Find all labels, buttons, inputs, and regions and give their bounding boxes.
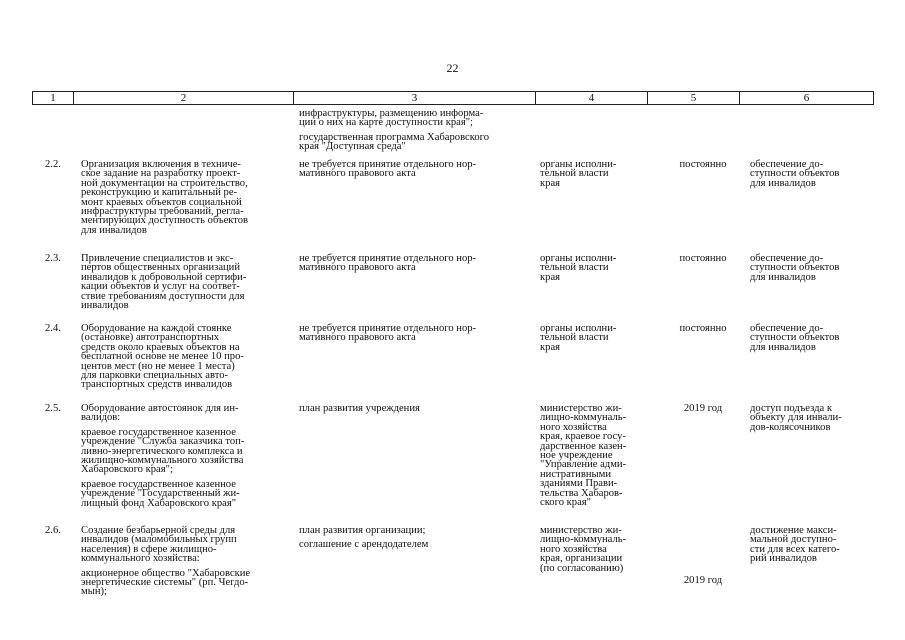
row-number: 2.4.: [45, 323, 61, 334]
row-number: 2.2.: [45, 159, 61, 170]
row-term: [668, 160, 738, 174]
paragraph: план развития организации;: [299, 525, 426, 536]
row-responsible: [540, 254, 660, 287]
header-col-4: 4: [536, 92, 648, 104]
paragraph: инфраструктуры, размещению информа- ции о них на карте доступности края";: [299, 108, 484, 129]
header-col-1: 1: [33, 92, 74, 104]
paragraph: достижение макси- мальной доступно- сти для всех катего- рий инвалидов: [750, 525, 840, 565]
paragraph: акционерное общество "Хабаровские энергетические системы" (рп. Чегдо- мын);: [81, 567, 251, 598]
paragraph: обеспечение до- ступности объектов для инвалидов: [750, 159, 840, 189]
paragraph: министерство жи- лищно-коммуналь- ного хозяйства края, краевое госу- дарственное казен- ное учреждение "Управление адми- нистративными зданиями Прави- тельства Хабаров- ского края": [540, 403, 627, 509]
row-result: [750, 160, 872, 193]
header-col-6: 6: [803, 92, 810, 104]
row-term: [668, 404, 738, 418]
row-term: [668, 324, 738, 338]
paragraph: не требуется принятие отдельного нор- мативного правового акта: [299, 323, 477, 344]
header-col-3: 3: [294, 92, 536, 104]
row-term: [668, 254, 738, 268]
row-result: [750, 526, 872, 569]
row-responsible: [540, 404, 660, 512]
paragraph: план развития учреждения: [299, 403, 420, 414]
page-number: 22: [446, 61, 459, 75]
row-result: [750, 324, 872, 357]
row-description: [81, 160, 291, 240]
table-header: [32, 91, 874, 105]
paragraph: не требуется принятие отдельного нор- мативного правового акта: [299, 253, 477, 274]
row-number: 2.3.: [45, 253, 61, 264]
row-description: [81, 526, 291, 602]
paragraph: не требуется принятие отдельного нор- мативного правового акта: [299, 159, 477, 180]
paragraph: краевое государственное казенное учреждение "Служба заказчика топ- ливно-энергетического комплекса и жилищно-коммунального хозяйства Хабаровского края";: [81, 426, 245, 476]
row-responsible: [540, 324, 660, 357]
row-legal-act: [299, 160, 529, 184]
paragraph: постоянно: [679, 253, 727, 264]
row-responsible: [540, 526, 660, 578]
paragraph: министерство жи- лищно-коммуналь- ного хозяйства края, организации (по согласованию): [540, 525, 627, 574]
row-responsible: [540, 160, 660, 193]
paragraph: Оборудование на каждой стоянке (остановке) автотранспортных средств около краевых объектов на бесплатной основе не менее 10 про- центов мест (но не менее 1 места) для парковки специальных авто- транспортных средств инвалидов: [81, 323, 244, 391]
paragraph: органы исполни- тельной власти края: [540, 253, 617, 283]
paragraph: Создание безбарьерной среды для инвалидов (маломобильных групп населения) в сфере жилищно- коммунального хозяйства:: [81, 525, 237, 565]
paragraph: доступ подъезда к объекту для инвали- дов-колясочников: [750, 403, 842, 433]
continuation-col3: [299, 109, 529, 157]
header-col-5: 5: [648, 92, 740, 104]
row-description: [81, 324, 291, 395]
paragraph: постоянно: [679, 323, 727, 334]
row-legal-act: [299, 324, 529, 348]
paragraph: Организация включения в техниче- ское задание на разработку проект- ной документации на строительство, реконструкцию и капитальный ре- монт краевых объектов социальной инфраструктуры требований, регла- ментирующих доступность объектов для инвалидов: [81, 159, 249, 236]
row-legal-act: [299, 404, 529, 418]
row-number: 2.5.: [45, 403, 61, 414]
paragraph: органы исполни- тельной власти края: [540, 159, 617, 189]
paragraph: обеспечение до- ступности объектов для инвалидов: [750, 253, 840, 283]
paragraph: обеспечение до- ступности объектов для инвалидов: [750, 323, 840, 353]
paragraph: органы исполни- тельной власти края: [540, 323, 617, 353]
row-number: 2.6.: [45, 525, 61, 536]
row-description: [81, 254, 291, 315]
paragraph: государственная программа Хабаровского края "Доступная среда": [299, 131, 490, 153]
row-description: [81, 404, 291, 513]
row-term: [668, 576, 738, 590]
paragraph: краевое государственное казенное учреждение "Государственный жи- лищный фонд Хабаровского края": [81, 478, 240, 509]
row-legal-act: [299, 526, 529, 555]
row-result: [750, 254, 872, 287]
row-result: [750, 404, 872, 437]
paragraph: 2019 год: [683, 403, 723, 414]
row-legal-act: [299, 254, 529, 278]
paragraph: Привлечение специалистов и экс- пертов общественных организаций инвалидов к добровольной сертифи- кации объектов и услуг на соответ- ствие требованиям доступности для инвалидов: [81, 253, 247, 312]
paragraph: Оборудование автостоянок для ин- валидов:: [81, 403, 239, 424]
paragraph: 2019 год: [683, 575, 723, 586]
header-col-2: 2: [74, 92, 294, 104]
paragraph: постоянно: [679, 159, 727, 170]
paragraph: соглашение с арендодателем: [299, 539, 429, 551]
